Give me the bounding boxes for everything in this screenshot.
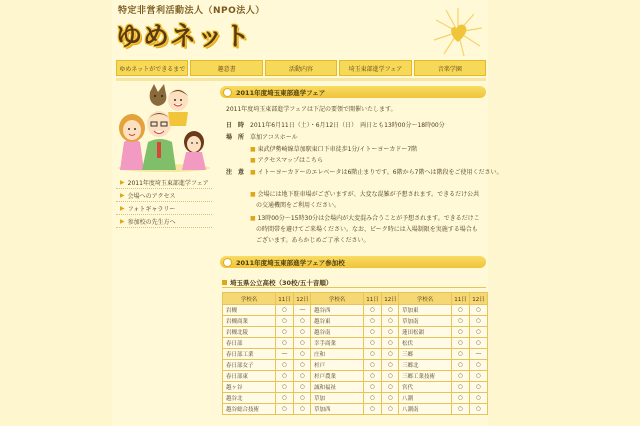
day-12-cell: ○: [294, 404, 312, 415]
day-12-cell: ○: [470, 382, 488, 393]
arrow-right-icon: ▶: [120, 204, 125, 212]
day-11-cell: ○: [276, 371, 294, 382]
main-nav: [116, 60, 486, 76]
day-11-cell: ○: [276, 327, 294, 338]
day-11-cell: ○: [364, 360, 382, 371]
venue-station-text: 東武伊勢崎線草加駅東口下車徒歩1分/イトーヨーカドー7階: [257, 146, 418, 153]
day-11-cell: ○: [452, 349, 470, 360]
table-row: [399, 371, 488, 382]
day-12-cell: ○: [382, 349, 400, 360]
access-map-link[interactable]: [250, 155, 323, 164]
venue-directions: [250, 144, 417, 153]
day-12-cell: ○: [294, 316, 312, 327]
day-11-cell: ○: [276, 360, 294, 371]
day-12-cell: ○: [382, 338, 400, 349]
school-name-cell: 春日部女子: [223, 360, 276, 371]
table-row: [223, 349, 312, 360]
day-11-cell: ○: [276, 305, 294, 316]
table-row: [223, 316, 312, 327]
col-day-11: 11日: [364, 293, 382, 305]
school-name-cell: 誠和福祉: [311, 382, 364, 393]
square-bullet-icon: ■: [250, 191, 256, 198]
table-row: [399, 349, 488, 360]
table-row: [223, 338, 312, 349]
day-12-cell: ○: [294, 393, 312, 404]
nav-item-activities[interactable]: 活動内容: [265, 60, 337, 76]
table-row: [399, 393, 488, 404]
note-parking-2: の交通機関をご利用ください。: [256, 202, 341, 209]
school-name-cell: 三郷: [399, 349, 452, 360]
table-row: [311, 327, 400, 338]
table-row: [223, 305, 312, 316]
day-12-cell: ○: [382, 316, 400, 327]
nav-item-fair[interactable]: 埼玉東部進学フェア: [339, 60, 411, 76]
square-bullet-icon: ■: [250, 157, 256, 164]
section-divider: [222, 287, 486, 288]
day-12-cell: ○: [470, 305, 488, 316]
day-12-cell: ○: [382, 382, 400, 393]
table-row: [311, 382, 400, 393]
table-row: [223, 327, 312, 338]
square-bullet-icon: ■: [250, 169, 256, 176]
arrow-right-icon: ▶: [120, 217, 125, 225]
day-11-cell: ○: [364, 316, 382, 327]
table-row: [399, 316, 488, 327]
nav-item-history[interactable]: ゆめネットができるまで: [116, 60, 188, 76]
day-12-cell: ○: [470, 371, 488, 382]
school-name-cell: 三郷工業技術: [399, 371, 452, 382]
day-11-cell: ○: [276, 382, 294, 393]
square-bullet-icon: [222, 280, 227, 285]
participants-title: 2011年度埼玉東部進学フェア参加校: [236, 258, 345, 267]
day-11-cell: ○: [452, 327, 470, 338]
school-name-cell: 草加南: [399, 316, 452, 327]
org-subtitle: 特定非営利活動法人（NPO法人）: [118, 6, 265, 16]
table-row: [311, 371, 400, 382]
school-name-cell: 越谷北: [223, 393, 276, 404]
day-11-cell: ○: [452, 338, 470, 349]
school-name-cell: 越谷東: [311, 316, 364, 327]
school-name-cell: 岩槻商業: [223, 316, 276, 327]
school-name-cell: 岩槻北陵: [223, 327, 276, 338]
arrow-right-icon: ▶: [120, 178, 125, 186]
day-12-cell: ○: [382, 404, 400, 415]
school-name-cell: 越ヶ谷: [223, 382, 276, 393]
venue-label: 場 所: [226, 134, 245, 141]
col-day-12: 12日: [294, 293, 312, 305]
day-12-cell: ○: [470, 404, 488, 415]
section-title: 埼玉県公立高校（30校/五十音順）: [230, 279, 333, 287]
bullet-dot-icon: [223, 258, 232, 267]
school-name-cell: 庄和: [311, 349, 364, 360]
day-11-cell: ○: [452, 382, 470, 393]
table-row: [223, 404, 312, 415]
schools-table-2: [310, 292, 400, 415]
day-11-cell: ○: [364, 371, 382, 382]
school-name-cell: 草加: [311, 393, 364, 404]
school-name-cell: 岩槻: [223, 305, 276, 316]
table-row: [311, 393, 400, 404]
col-school-name: 学校名: [399, 293, 452, 305]
day-12-cell: ○: [294, 360, 312, 371]
day-12-cell: ―: [294, 305, 312, 316]
table-row: [399, 382, 488, 393]
notes-label: 注 意: [226, 169, 245, 176]
note-parking: [250, 189, 479, 198]
day-11-cell: ○: [364, 404, 382, 415]
day-11-cell: ○: [276, 404, 294, 415]
note-crowd-3: ございます。あらかじめご了承ください。: [256, 237, 370, 244]
school-name-cell: 草加東: [399, 305, 452, 316]
day-11-cell: ○: [276, 338, 294, 349]
nav-item-prospectus[interactable]: 趣意書: [190, 60, 262, 76]
heart-sunburst-icon: [430, 6, 486, 58]
table-row: [311, 404, 400, 415]
school-name-cell: 八潮: [399, 393, 452, 404]
table-row: [223, 371, 312, 382]
day-11-cell: ○: [276, 316, 294, 327]
school-name-cell: 幸手商業: [311, 338, 364, 349]
col-school-name: 学校名: [311, 293, 364, 305]
sidebar-item-teachers[interactable]: [116, 215, 212, 228]
day-11-cell: ○: [364, 338, 382, 349]
col-school-name: 学校名: [223, 293, 276, 305]
access-map-text: アクセスマップはこちら: [257, 157, 324, 164]
table-row: [311, 349, 400, 360]
note-elevator: [250, 167, 502, 176]
school-name-cell: 春日部東: [223, 371, 276, 382]
day-11-cell: ○: [452, 371, 470, 382]
fair-intro: 2011年度埼玉東部進学フェアは下記の要領で開催いたします。: [226, 106, 397, 113]
day-12-cell: ○: [382, 305, 400, 316]
arrow-right-icon: ▶: [120, 191, 125, 199]
day-12-cell: ○: [382, 371, 400, 382]
square-bullet-icon: ■: [250, 146, 256, 153]
table-row: [399, 305, 488, 316]
table-row: [399, 360, 488, 371]
col-day-11: 11日: [452, 293, 470, 305]
school-name-cell: 松伏: [399, 338, 452, 349]
day-12-cell: ○: [470, 393, 488, 404]
day-12-cell: ○: [294, 382, 312, 393]
school-name-cell: 春日部: [223, 338, 276, 349]
note-text: イトーヨーカドーのエレベータは6階止まりです。6階から7階へは階段をご使用ください。: [257, 169, 503, 176]
sidebar-menu: [116, 176, 212, 228]
day-11-cell: ○: [452, 305, 470, 316]
table-row: [223, 382, 312, 393]
family-illustration: [114, 82, 214, 172]
table-row: [223, 393, 312, 404]
col-day-11: 11日: [276, 293, 294, 305]
school-name-cell: 蓮田松韻: [399, 327, 452, 338]
day-12-cell: ○: [294, 327, 312, 338]
col-day-12: 12日: [382, 293, 400, 305]
fair-title-bar: [220, 86, 486, 98]
venue-value: 草加アコスホール: [250, 134, 298, 141]
note-text: 13時00分～15時30分は会場内が大変混み合うことが予想されます。できるだけこ: [257, 215, 480, 222]
school-name-cell: 越谷南: [311, 327, 364, 338]
school-name-cell: 八潮南: [399, 404, 452, 415]
table-row: [399, 404, 488, 415]
bullet-dot-icon: [223, 88, 232, 97]
day-11-cell: ○: [364, 327, 382, 338]
school-name-cell: 杉戸農業: [311, 371, 364, 382]
date-label: 日 時: [226, 122, 245, 129]
school-name-cell: 杉戸: [311, 360, 364, 371]
sidebar-item-label: 参加校の先生方へ: [127, 218, 176, 226]
day-11-cell: ○: [452, 360, 470, 371]
sidebar-item-label: 会場へのアクセス: [127, 192, 176, 200]
day-12-cell: ○: [470, 327, 488, 338]
school-name-cell: 春日部工業: [223, 349, 276, 360]
table-row: [399, 327, 488, 338]
day-11-cell: ○: [364, 393, 382, 404]
schools-table-3: [398, 292, 488, 415]
day-12-cell: ○: [470, 360, 488, 371]
col-day-12: 12日: [470, 293, 488, 305]
table-row: [223, 360, 312, 371]
day-12-cell: ○: [382, 360, 400, 371]
table-row: [311, 305, 400, 316]
school-name-cell: 越谷西: [311, 305, 364, 316]
day-11-cell: ○: [364, 305, 382, 316]
day-12-cell: ○: [294, 338, 312, 349]
day-11-cell: ○: [452, 404, 470, 415]
day-11-cell: ○: [364, 349, 382, 360]
sidebar-item-label: フォトギャラリー: [127, 205, 176, 213]
table-row: [311, 338, 400, 349]
note-crowd-2: の時間帯を避けてご来場ください。なお、ピーク時には入場制限を実施する場合も: [256, 226, 478, 233]
participants-title-bar: [220, 256, 486, 268]
day-12-cell: ○: [470, 316, 488, 327]
day-12-cell: ○: [294, 349, 312, 360]
schools-table-1: [222, 292, 312, 415]
sidebar-item-photo-gallery[interactable]: [116, 202, 212, 215]
day-12-cell: ○: [294, 371, 312, 382]
table-row: [311, 316, 400, 327]
date-value: 2011年6月11日（土）・6月12日（日） 両日とも13時00分～18時00分: [250, 122, 445, 129]
day-11-cell: ○: [276, 393, 294, 404]
sidebar-item-label: 2011年度埼玉東部進学フェア: [127, 179, 209, 187]
school-name-cell: 三郷北: [399, 360, 452, 371]
square-bullet-icon: ■: [250, 215, 256, 222]
day-11-cell: ○: [364, 382, 382, 393]
school-name-cell: 越谷総合技術: [223, 404, 276, 415]
table-row: [399, 338, 488, 349]
day-11-cell: ―: [276, 349, 294, 360]
day-12-cell: ○: [470, 338, 488, 349]
site-logo[interactable]: ゆめネット: [116, 22, 252, 52]
day-11-cell: ○: [452, 316, 470, 327]
table-row: [311, 360, 400, 371]
day-12-cell: ―: [470, 349, 488, 360]
section-heading: [222, 278, 332, 287]
sidebar-item-access[interactable]: [116, 189, 212, 202]
sidebar-item-fair-2011[interactable]: [116, 176, 212, 189]
school-name-cell: 宮代: [399, 382, 452, 393]
day-11-cell: ○: [452, 393, 470, 404]
nav-item-music-school[interactable]: 音楽学園: [414, 60, 486, 76]
note-text: 会場には地下駐車場がございますが、大変な混雑が予想されます。できるだけ公共: [257, 191, 480, 198]
day-12-cell: ○: [382, 393, 400, 404]
school-name-cell: 草加西: [311, 404, 364, 415]
nav-divider: [116, 78, 486, 81]
day-12-cell: ○: [382, 327, 400, 338]
fair-title: 2011年度埼玉東部進学フェア: [236, 88, 326, 97]
note-crowd: [250, 213, 480, 222]
